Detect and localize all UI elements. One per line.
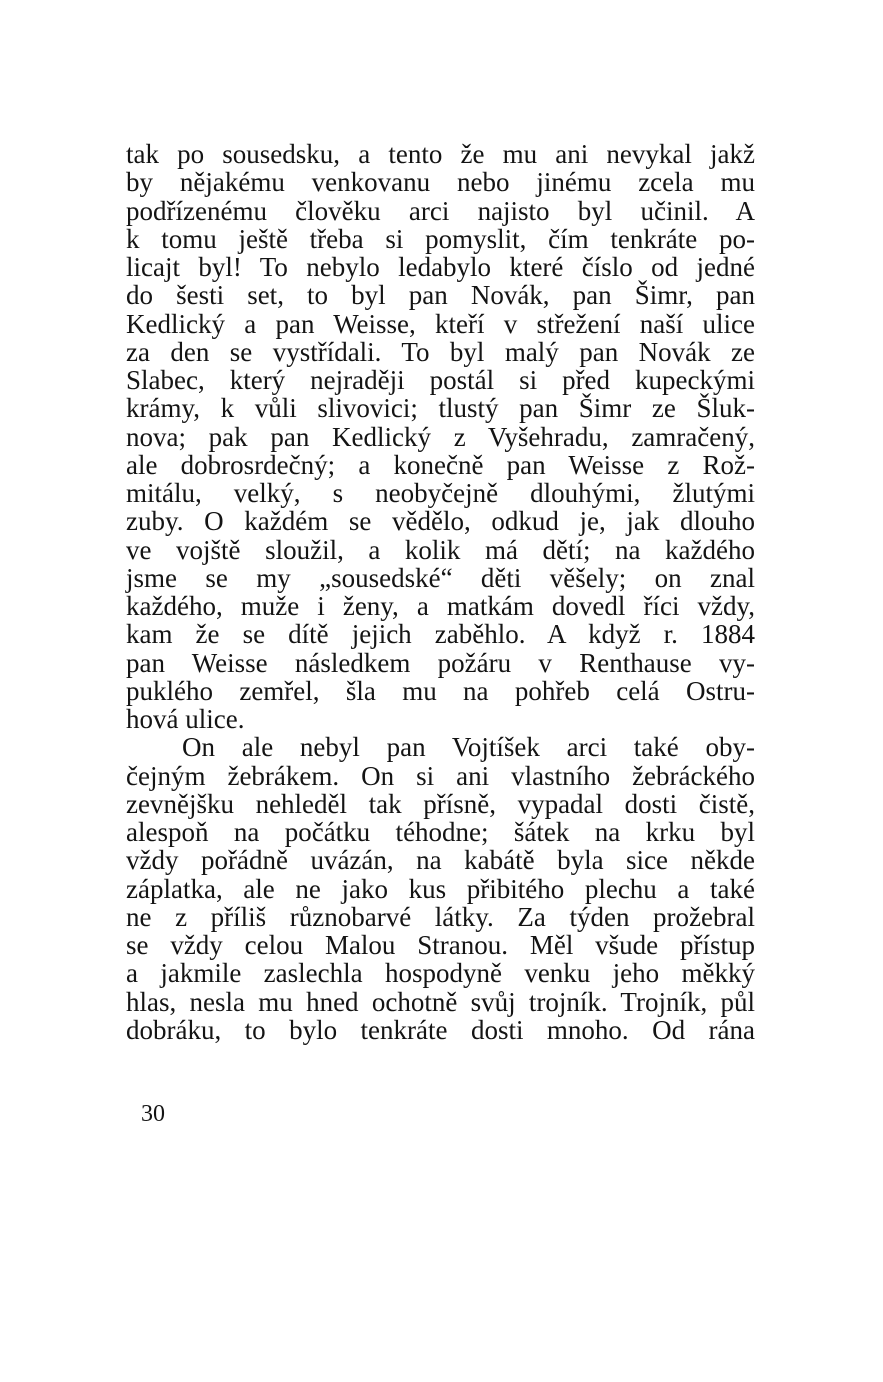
text-line: nova; pak pan Kedlický z Vyšehradu, zamračený, — [126, 421, 755, 452]
body-text — [126, 140, 755, 1044]
text-line: pan Weisse následkem požáru v Renthause vy- — [126, 647, 755, 678]
text-line: ale dobrosrdečný; a konečně pan Weisse z Rož- — [126, 449, 755, 480]
paragraph-end-line: hová ulice. — [126, 704, 245, 734]
text-line: hlas, nesla mu hned ochotně svůj trojník. Trojník, půl — [126, 986, 755, 1017]
text-line: ne z příliš různobarvé látky. Za týden prožebral — [126, 901, 755, 932]
text-line: krámy, k vůli slivovici; tlustý pan Šimr ze Šluk- — [126, 393, 755, 424]
text-line: za den se vystřídali. To byl malý pan Novák ze — [126, 336, 755, 367]
text-line: puklého zemřel, šla mu na pohřeb celá Ostru- — [126, 675, 755, 706]
text-line: se vždy celou Malou Stranou. Měl všude přístup — [126, 930, 755, 960]
text-line: každého, muže i ženy, a matkám dovedl říci vždy, — [126, 591, 755, 621]
text-line: čejným žebrákem. On si ani vlastního žebráckého — [126, 760, 755, 791]
text-line: mitálu, velký, s neobyčejně dlouhými, žlutými — [126, 478, 755, 508]
page-number: 30 — [141, 1101, 165, 1127]
text-line: záplatka, ale ne jako kus přibitého plechu a také — [126, 873, 755, 904]
text-line: ve vojště sloužil, a kolik má dětí; na každého — [126, 534, 755, 565]
text-line: a jakmile zaslechla hospodyně venku jeho měkký — [126, 958, 755, 989]
text-line: alespoň na počátku téhodne; šátek na krku byl — [126, 817, 755, 847]
text-line: Kedlický a pan Weisse, kteří v střežení naší ulice — [126, 308, 755, 339]
text-line: licajt byl! To nebylo ledabylo které číslo od jedné — [126, 252, 755, 282]
text-line: Slabec, který nejraději postál si před kupeckými — [126, 365, 755, 395]
text-line: kam že se dítě jejich zaběhlo. A když r. 1884 — [126, 619, 755, 650]
text-line: tak po sousedsku, a tento že mu ani nevykal jakž — [126, 139, 755, 169]
text-line: by nějakému venkovanu nebo jinému zcela mu — [126, 167, 755, 198]
text-line: zuby. O každém se vědělo, odkud je, jak dlouho — [126, 506, 755, 537]
text-line: do šesti set, to byl pan Novák, pan Šimr, pan — [126, 280, 755, 311]
text-line: jsme se my „sousedské“ děti věšely; on znal — [126, 562, 755, 593]
text-line: vždy pořádně uvázán, na kabátě byla sice někde — [126, 845, 755, 876]
text-line: podřízenému člověku arci najisto byl učinil. A — [126, 195, 755, 226]
text-line: zevnějšku nehleděl tak přísně, vypadal dosti čistě, — [126, 788, 755, 819]
paragraph-first-line: On ale nebyl pan Vojtíšek arci také oby- — [182, 732, 755, 763]
text-line: k tomu ještě třeba si pomyslit, čím tenkráte po- — [126, 223, 755, 254]
text-line: dobráku, to bylo tenkráte dosti mnoho. Od rána — [126, 1014, 755, 1045]
